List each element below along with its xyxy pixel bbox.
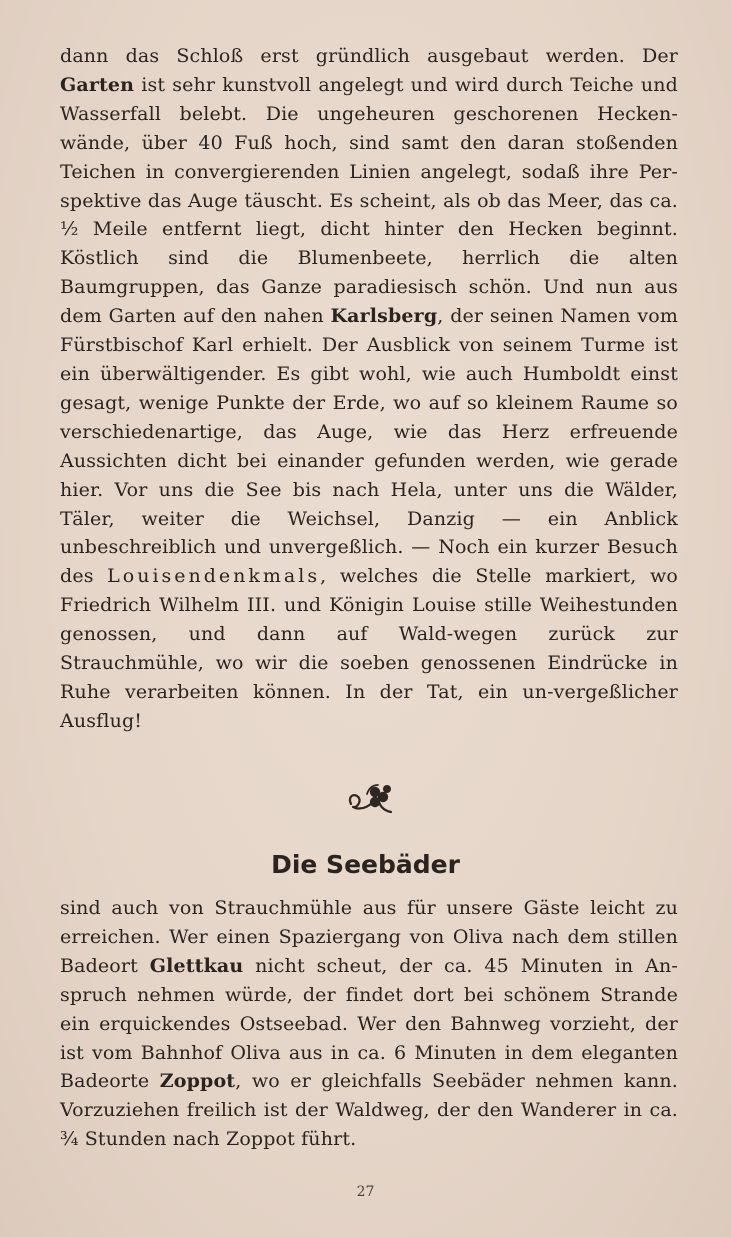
text-run: dann das Schloß erst gründlich ausgebaut werden. Der: [60, 45, 678, 67]
text-run: , wo er gleichfalls Seebäder nehmen kann. Vorzuziehen freilich ist der Waldweg, der den Wanderer in ca. ¾ Stunden nach Zoppot führt.: [60, 1070, 678, 1151]
text-run: nicht scheut, der ca. 45 Minuten in An-spruch nehmen würde, der findet dort bei schönem Strande ein erquickendes Ostseebad. Wer den Bahnweg vorzieht, der ist vom Bahnhof Oliva aus in ca. 6 Minuten in dem eleganten Badeorte: [60, 954, 678, 1093]
section-heading: Die Seebäder: [271, 850, 460, 879]
page-number: 27: [356, 1184, 375, 1200]
paragraph-seebaeder: [60, 894, 678, 1154]
emphasis-louisendenkmal: Louisendenkmals: [107, 565, 321, 588]
emphasis-glettkau: Glettkau: [149, 954, 244, 977]
paragraph-garden-karlsberg: [60, 42, 678, 736]
text-run: sind auch von Strauchmühle aus für unsere Gäste leicht zu erreichen. Wer einen Spaziergang von Oliva nach dem stillen Badeort: [60, 897, 678, 977]
clover-flourish-icon: [345, 780, 397, 816]
emphasis-zoppot: Zoppot: [159, 1070, 236, 1093]
emphasis-karlsberg: Karlsberg: [330, 305, 438, 328]
text-run: , der seinen Namen vom Fürstbischof Karl erhielt. Der Ausblick von seinem Turme ist ein überwältigender. Es gibt wohl, wie auch Humboldt einst gesagt, wenige Punkte der Erde, wo auf so kleinem Raume so verschiedenartige, das Auge, wie das Herz erfreuende Aussichten dicht bei einander gefunden werden, wie gerade hier. Vor uns die See bis nach Hela, unter uns die Wälder, Täler, weiter die Weichsel, Danzig — ein Anblick unbeschreiblich und unvergeßlich. — Noch ein kurzer Besuch des: [60, 305, 678, 588]
text-run: , welches die Stelle markiert, wo Friedrich Wilhelm III. und Königin Louise stille Weihestunden genossen, und dann auf Wald-wegen zurück zur Strauchmühle, wo wir die soeben genossenen Eindrücke in Ruhe verarbeiten können. In der Tat, ein un-vergeßlicher Ausflug!: [60, 565, 679, 732]
emphasis-garten: Garten: [60, 73, 135, 96]
text-run: ist sehr kunstvoll angelegt und wird durch Teiche und Wasserfall belebt. Die ungeheuren geschorenen Hecken-wände, über 40 Fuß hoch, sind samt den daran stoßenden Teichen in convergierenden Linien angelegt, sodaß ihre Per-spektive das Auge täuscht. Es scheint, als ob das Meer, das ca. ½ Meile entfernt liegt, dicht hinter den Hecken beginnt. Köstlich sind die Blumenbeete, herrlich die alten Baumgruppen, das Ganze paradiesisch schön. Und nun aus dem Garten auf den nahen: [60, 73, 678, 328]
